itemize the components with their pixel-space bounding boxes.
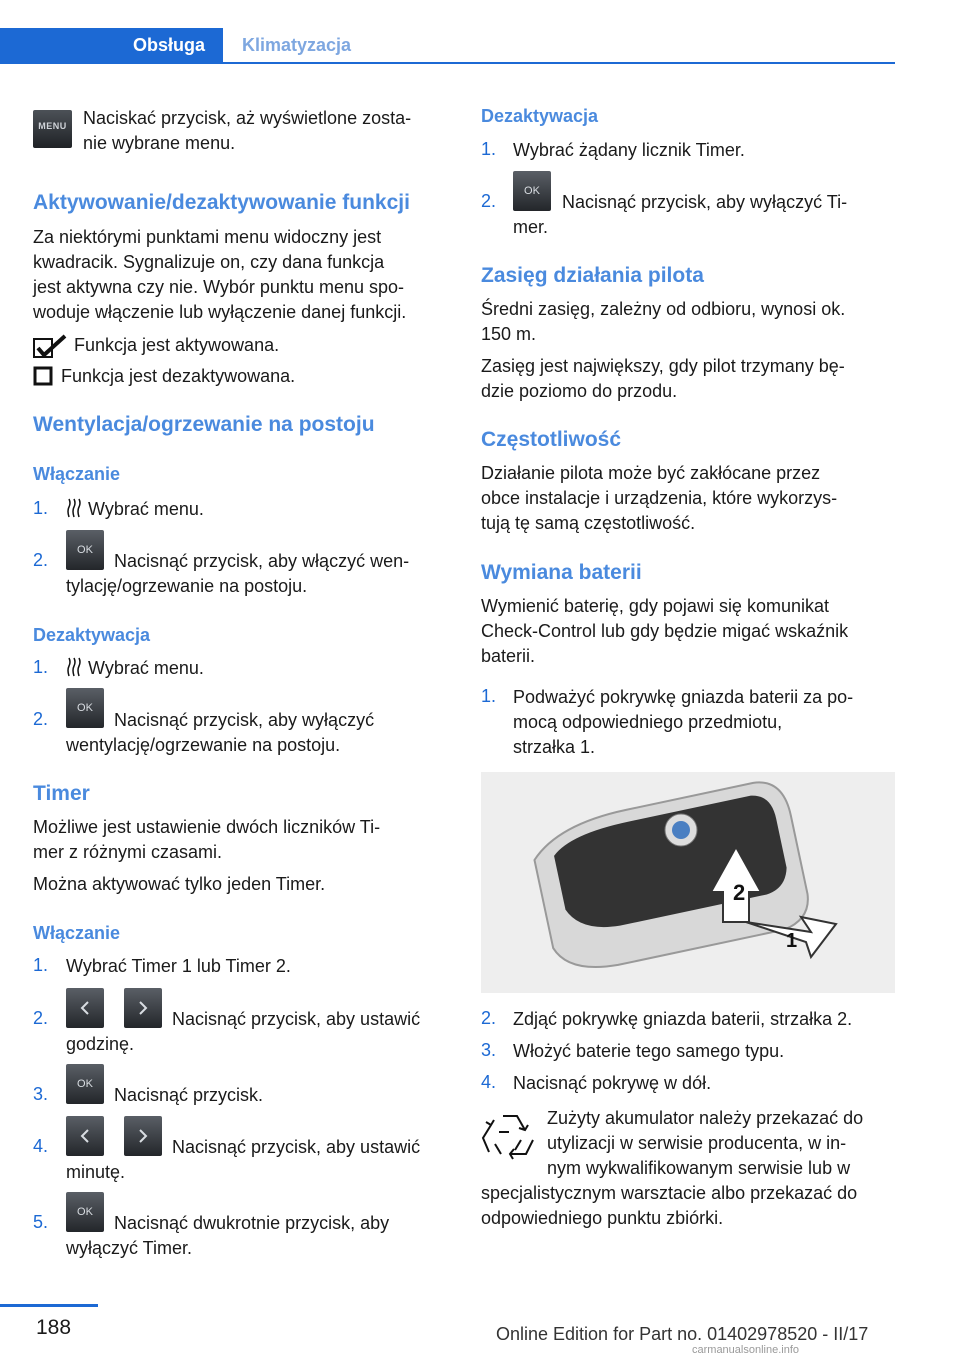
step-text: minutę. xyxy=(66,1162,126,1182)
freq-text-1: Działanie pilota może być zakłócane przez xyxy=(481,463,821,483)
battery-text-3: baterii. xyxy=(481,646,536,666)
step-text: Nacisnąć przycisk, aby ustawić xyxy=(172,1009,421,1029)
step-text: strzałka 1. xyxy=(513,737,596,757)
step-number: 2. xyxy=(33,550,49,570)
timer-on-title: Włączanie xyxy=(33,923,121,943)
left-arrow-button-icon xyxy=(66,1116,104,1156)
step-text: Wybrać żądany licznik Timer. xyxy=(513,140,745,160)
step-number: 5. xyxy=(33,1212,49,1232)
step-text: Zdjąć pokrywkę gniazda baterii, strzałka 2. xyxy=(513,1009,853,1029)
range-text-2: 150 m. xyxy=(481,324,537,344)
range-text-4: dzie poziomo do przodu. xyxy=(481,381,678,401)
edition-note: Online Edition for Part no. 01402978520 - II/17 xyxy=(496,1324,869,1344)
step-number: 1. xyxy=(33,498,49,518)
tab-klimatyzacja[interactable]: Klimatyzacja xyxy=(242,34,352,55)
arrow-label-2: 2 xyxy=(733,880,746,905)
key-fob-illustration xyxy=(481,772,895,993)
footer-rule xyxy=(0,1304,98,1307)
ok-button-icon: OK xyxy=(66,1064,104,1104)
activate-text-4: woduje włączenie lub wyłączenie danej funkcji. xyxy=(33,302,407,322)
active-label: Funkcja jest aktywowana. xyxy=(74,335,280,355)
step-number: 2. xyxy=(33,709,49,729)
deact-title: Dezaktywacja xyxy=(481,106,599,126)
heating-icon xyxy=(66,656,82,678)
heating-icon xyxy=(66,497,82,519)
activate-title: Aktywowanie/dezaktywowanie funkcji xyxy=(33,191,410,214)
vent-off-title: Dezaktywacja xyxy=(33,625,151,645)
timer-title: Timer xyxy=(33,782,90,805)
step-text: Nacisnąć pokrywę w dół. xyxy=(513,1073,712,1093)
step-number: 2. xyxy=(481,1008,497,1028)
step-number: 1. xyxy=(33,955,49,975)
unchecked-box-icon xyxy=(33,366,55,388)
inactive-label: Funkcja jest dezaktywowana. xyxy=(61,366,296,386)
step-text: Podważyć pokrywkę gniazda baterii za po‐ xyxy=(513,687,854,707)
intro-line-1: Naciskać przycisk, aż wyświetlone zosta‐ xyxy=(83,108,412,128)
ok-button-icon: OK xyxy=(513,171,551,211)
ok-button-icon: OK xyxy=(66,688,104,728)
step-number: 1. xyxy=(33,657,49,677)
menu-button-icon: MENU xyxy=(33,110,72,148)
freq-text-3: tują tę samą częstotliwość. xyxy=(481,513,696,533)
timer-text-2: mer z różnymi czasami. xyxy=(33,842,223,862)
step-text: Wybrać menu. xyxy=(88,499,204,519)
step-text: Nacisnąć przycisk, aby wyłączyć Ti‐ xyxy=(562,192,848,212)
step-text: tylację/ogrzewanie na postoju. xyxy=(66,576,308,596)
activate-text-1: Za niektórymi punktami menu widoczny jest xyxy=(33,227,382,247)
step-number: 2. xyxy=(481,191,497,211)
timer-text-3: Można aktywować tylko jeden Timer. xyxy=(33,874,326,894)
step-text: mocą odpowiedniego przedmiotu, xyxy=(513,712,783,732)
checked-box-icon xyxy=(33,334,67,360)
battery-text-1: Wymienić baterię, gdy pojawi się komunikat xyxy=(481,596,829,616)
step-text: Wybrać Timer 1 lub Timer 2. xyxy=(66,956,291,976)
freq-title: Częstotliwość xyxy=(481,428,622,451)
step-number: 4. xyxy=(481,1072,497,1092)
recycle-text-1: Zużyty akumulator należy przekazać do xyxy=(547,1108,864,1128)
step-text: wyłączyć Timer. xyxy=(66,1238,193,1258)
step-text: godzinę. xyxy=(66,1034,135,1054)
activate-text-3: jest aktywna czy nie. Wybór punktu menu spo‐ xyxy=(33,277,405,297)
recycle-text-3: nym wykwalifikowanym serwisie lub w xyxy=(547,1158,851,1178)
watermark: carmanualsonline.info xyxy=(692,1344,800,1356)
step-number: 3. xyxy=(481,1040,497,1060)
recycle-icon xyxy=(481,1110,539,1164)
range-title: Zasięg działania pilota xyxy=(481,264,704,287)
vent-title: Wentylacja/ogrzewanie na postoju xyxy=(33,413,375,436)
vent-on-title: Włączanie xyxy=(33,464,121,484)
step-text: Nacisnąć przycisk, aby włączyć wen‐ xyxy=(114,551,410,571)
battery-title: Wymiana baterii xyxy=(481,561,642,584)
step-text: Nacisnąć przycisk, aby ustawić xyxy=(172,1137,421,1157)
step-text: Nacisnąć dwukrotnie przycisk, aby xyxy=(114,1213,390,1233)
header-tabs xyxy=(0,28,895,64)
step-text: wentylację/ogrzewanie na postoju. xyxy=(66,735,341,755)
key-fob-figure xyxy=(481,772,895,993)
range-text-3: Zasięg jest największy, gdy pilot trzymany bę‐ xyxy=(481,356,845,376)
recycle-text-4: specjalistycznym warsztacie albo przekazać do xyxy=(481,1183,858,1203)
freq-text-2: obce instalacje i urządzenia, które wykorzys‐ xyxy=(481,488,838,508)
recycle-text-2: utylizacji w serwisie producenta, w in‐ xyxy=(547,1133,847,1153)
right-arrow-button-icon xyxy=(124,988,162,1028)
recycle-text-5: odpowiedniego punktu zbiórki. xyxy=(481,1208,724,1228)
timer-text-1: Możliwe jest ustawienie dwóch liczników Ti‐ xyxy=(33,817,381,837)
step-number: 1. xyxy=(481,139,497,159)
step-text: Nacisnąć przycisk, aby wyłączyć xyxy=(114,710,375,730)
ok-button-icon: OK xyxy=(66,1192,104,1232)
step-number: 1. xyxy=(481,686,497,706)
battery-text-2: Check-Control lub gdy będzie migać wskaźnik xyxy=(481,621,849,641)
step-number: 2. xyxy=(33,1008,49,1028)
range-text-1: Średni zasięg, zależny od odbioru, wynosi ok. xyxy=(481,299,846,319)
step-text: Włożyć baterie tego samego typu. xyxy=(513,1041,785,1061)
arrow-label-1: 1 xyxy=(786,930,798,952)
page-number: 188 xyxy=(36,1316,72,1339)
intro-line-2: nie wybrane menu. xyxy=(83,133,236,153)
activate-text-2: kwadracik. Sygnalizuje on, czy dana funkcja xyxy=(33,252,385,272)
left-arrow-button-icon xyxy=(66,988,104,1028)
tab-obsluga[interactable]: Obsługa xyxy=(0,28,223,62)
right-arrow-button-icon xyxy=(124,1116,162,1156)
step-number: 3. xyxy=(33,1084,49,1104)
step-number: 4. xyxy=(33,1136,49,1156)
step-text: mer. xyxy=(513,217,549,237)
step-text: Wybrać menu. xyxy=(88,658,204,678)
ok-button-icon: OK xyxy=(66,530,104,570)
step-text: Nacisnąć przycisk. xyxy=(114,1085,264,1105)
